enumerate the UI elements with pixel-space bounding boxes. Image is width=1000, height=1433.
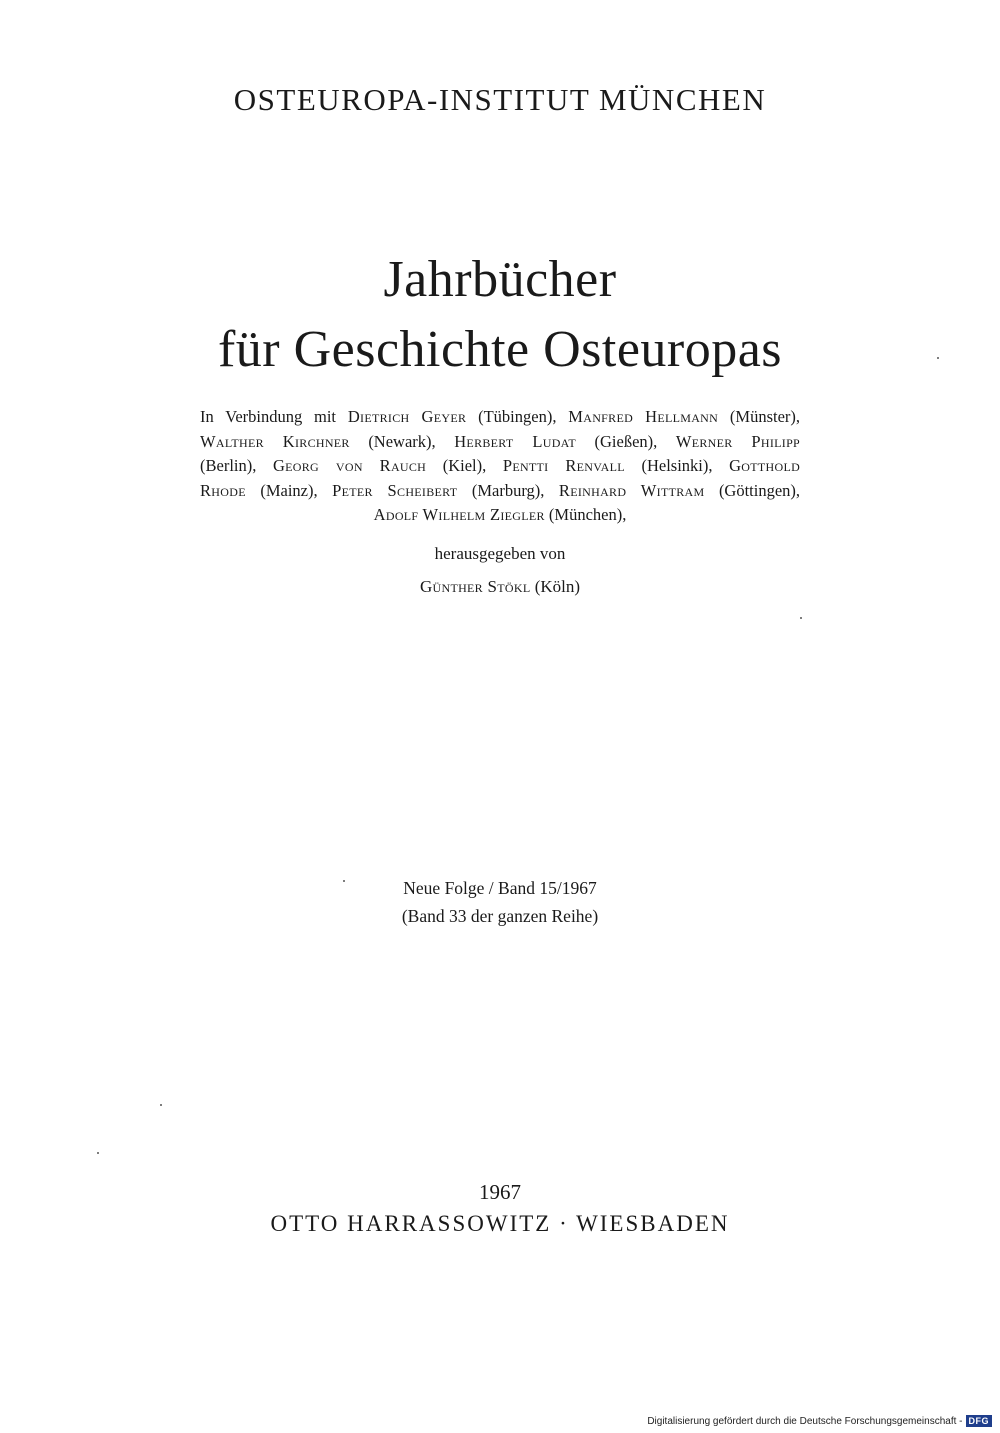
- collaborator-name: Georg von Rauch: [272, 456, 427, 475]
- editor: [0, 577, 1000, 597]
- collaborators-line-4: [200, 479, 800, 504]
- scan-speck: [343, 880, 345, 882]
- collaborator-place: (Göttingen),: [718, 480, 801, 500]
- collaborators-line-2: [200, 430, 800, 455]
- institute-heading: OSTEUROPA-INSTITUT MÜNCHEN: [233, 82, 767, 117]
- collaborator-place: (Newark),: [368, 431, 436, 451]
- collaborators-block: [200, 405, 800, 528]
- scan-speck: [97, 1152, 99, 1154]
- collaborator-name: Peter Scheibert: [332, 480, 458, 500]
- journal-title-line-1: Jahrbücher: [383, 251, 617, 308]
- collaborator-place: (München),: [548, 505, 627, 524]
- series-volume: Neue Folge / Band 15/1967: [403, 878, 597, 898]
- scan-speck: [937, 357, 939, 359]
- collaborator-place: (Helsinki),: [641, 456, 713, 475]
- dfg-logo: DFG: [966, 1415, 993, 1427]
- collaborator-place: (Marburg),: [471, 480, 545, 500]
- scan-speck: [800, 617, 802, 619]
- collaborator-place: (Münster),: [729, 407, 801, 426]
- publisher: OTTO HARRASSOWITZ · WIESBADEN: [270, 1211, 730, 1236]
- collaborator-name: Manfred Hellmann: [568, 407, 719, 426]
- collaborator-name: Walther Kirchner: [200, 431, 350, 451]
- collaborator-place: (Kiel),: [442, 456, 487, 475]
- collaborator-place: (Tübingen),: [478, 407, 557, 426]
- series-volume-note: (Band 33 der ganzen Reihe): [401, 906, 599, 926]
- digitization-credit: [647, 1415, 992, 1427]
- editor-name: Günther Stökl: [419, 577, 531, 596]
- collaborator-place: (Gießen),: [594, 431, 658, 451]
- digitization-credit-text: Digitalisierung gefördert durch die Deutsche Forschungsgemeinschaft -: [647, 1415, 963, 1427]
- publication-year: 1967: [479, 1180, 521, 1204]
- collaborator-name: Adolf Wilhelm Ziegler: [373, 505, 545, 524]
- collaborator-name: Pentti Renvall: [502, 456, 625, 475]
- collaborator-name: Dietrich Geyer: [347, 407, 467, 426]
- scan-speck: [160, 1104, 162, 1106]
- journal-title-line-2: für Geschichte Osteuropas: [217, 321, 783, 378]
- editor-place: (Köln): [534, 577, 581, 596]
- collaborator-name: Reinhard Wittram: [558, 480, 705, 500]
- collaborator-name-rest: Rhode: [200, 480, 246, 500]
- collaborator-name-first: Gotthold: [729, 456, 801, 475]
- collaborators-line-1: [200, 405, 800, 430]
- collaborator-place: (Berlin),: [200, 456, 257, 475]
- edited-by-label: herausgegeben von: [434, 544, 566, 563]
- collaborator-name: Werner Philipp: [675, 431, 801, 451]
- collaborators-prefix: In Verbindung mit: [200, 407, 337, 426]
- collaborator-place: (Mainz),: [260, 480, 318, 500]
- collaborator-name: Herbert Ludat: [454, 431, 576, 451]
- collaborators-line-3: [200, 454, 800, 479]
- collaborators-line-5: [200, 503, 800, 528]
